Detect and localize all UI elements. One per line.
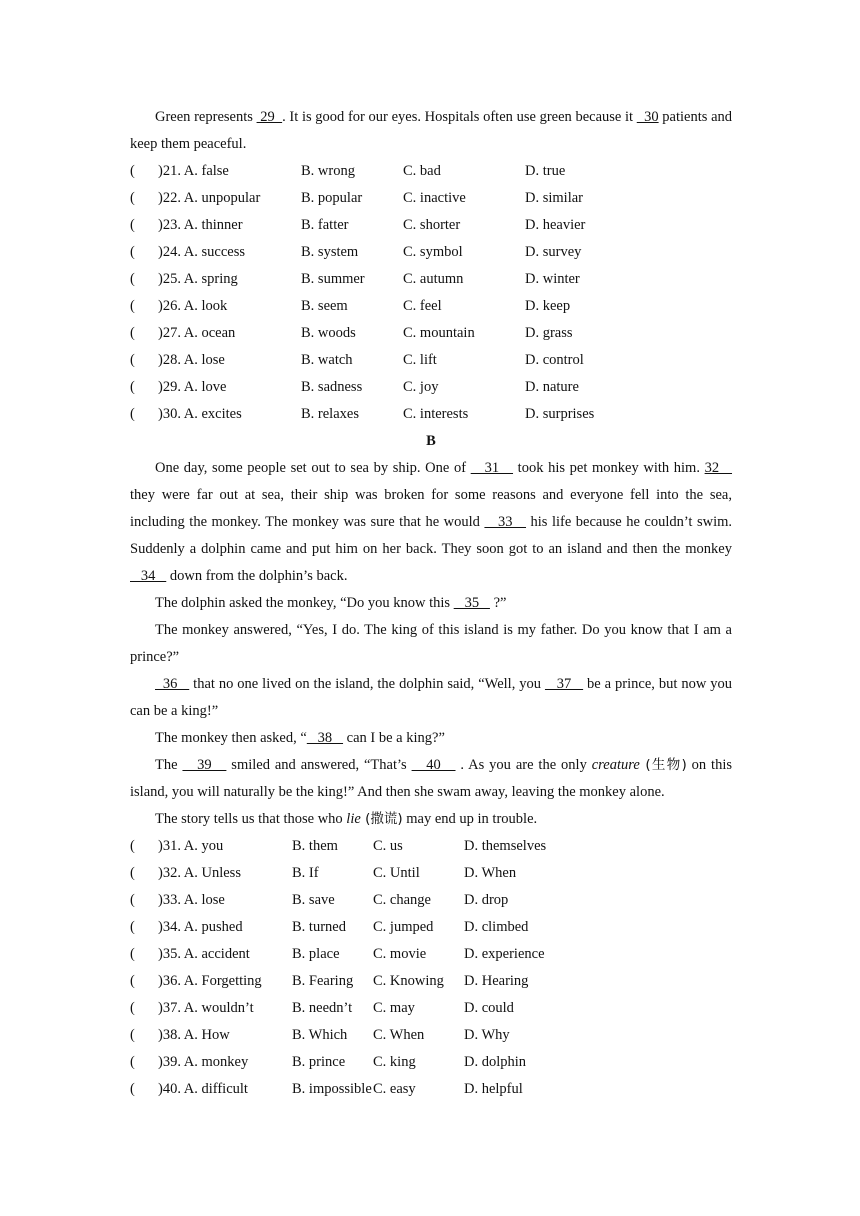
option-a: )33. A. lose xyxy=(158,892,225,908)
passage-a-closing-paragraph xyxy=(130,104,732,158)
option-b: B. prince xyxy=(292,1054,346,1070)
answer-paren[interactable]: ( xyxy=(130,1000,135,1016)
option-d: D. Why xyxy=(464,1027,510,1043)
option-b: B. If xyxy=(292,865,319,881)
answer-paren[interactable]: ( xyxy=(130,1081,135,1097)
blank-32[interactable]: 32 xyxy=(704,460,733,476)
answer-paren[interactable]: ( xyxy=(130,271,135,287)
option-a: )37. A. wouldn’t xyxy=(158,1000,254,1016)
option-a: )22. A. unpopular xyxy=(158,190,261,206)
option-d: D. dolphin xyxy=(464,1054,527,1070)
option-b: B. relaxes xyxy=(301,406,359,422)
italic-word-creature: creature xyxy=(591,757,640,773)
option-b: B. needn’t xyxy=(292,1000,353,1016)
text-run: took his pet monkey with him. xyxy=(513,460,705,476)
option-a: )27. A. ocean xyxy=(158,325,236,341)
chinese-gloss: (生物) xyxy=(639,757,687,773)
text-run: that no one lived on the island, the dolphin said, “Well, you xyxy=(189,676,545,692)
answer-paren[interactable]: ( xyxy=(130,217,135,233)
option-c: C. inactive xyxy=(403,190,466,206)
option-b: B. woods xyxy=(301,325,356,341)
option-a: )24. A. success xyxy=(158,244,245,260)
option-a: )23. A. thinner xyxy=(158,217,243,233)
option-c: C. change xyxy=(373,892,431,908)
section-b-heading: B xyxy=(426,433,436,449)
answer-paren[interactable]: ( xyxy=(130,1054,135,1070)
question-row xyxy=(130,320,732,347)
text-run: One day, some people set out to sea by ship. One of xyxy=(155,460,471,476)
italic-word-lie: lie xyxy=(346,811,361,827)
option-a: )34. A. pushed xyxy=(158,919,243,935)
text-run: Green represents xyxy=(155,109,257,125)
answer-paren[interactable]: ( xyxy=(130,298,135,314)
option-d: D. nature xyxy=(525,379,579,395)
text-run: patients and keep them peaceful. xyxy=(130,109,733,152)
blank-40[interactable]: 40 xyxy=(411,757,456,773)
option-a: )25. A. spring xyxy=(158,271,238,287)
answer-paren[interactable]: ( xyxy=(130,865,135,881)
text-run: down from the dolphin’s back. xyxy=(166,568,348,584)
option-d: D. When xyxy=(464,865,517,881)
question-row xyxy=(130,185,732,212)
text-run: on this island, you will naturally be the king!” And then she swam away, leaving the monkey alone. xyxy=(130,757,733,800)
option-b: B. turned xyxy=(292,919,346,935)
option-d: D. surprises xyxy=(525,406,595,422)
text-run: The dolphin asked the monkey, “Do you know this xyxy=(155,595,454,611)
option-a: )36. A. Forgetting xyxy=(158,973,262,989)
option-d: D. survey xyxy=(525,244,582,260)
option-c: C. Knowing xyxy=(373,973,444,989)
option-d: D. climbed xyxy=(464,919,529,935)
option-c: C. movie xyxy=(373,946,427,962)
option-b: B. system xyxy=(301,244,359,260)
option-b: B. save xyxy=(292,892,335,908)
question-row xyxy=(130,995,732,1022)
option-d: D. experience xyxy=(464,946,545,962)
passage-b-paragraph-4 xyxy=(130,671,732,725)
answer-paren[interactable]: ( xyxy=(130,892,135,908)
option-d: D. similar xyxy=(525,190,583,206)
question-row xyxy=(130,833,732,860)
option-b: B. wrong xyxy=(301,163,355,179)
blank-36[interactable]: 36 xyxy=(155,676,190,692)
text-run: The monkey then asked, “ xyxy=(155,730,307,746)
option-c: C. easy xyxy=(373,1081,416,1097)
question-row xyxy=(130,401,732,428)
option-a: )35. A. accident xyxy=(158,946,250,962)
text-run: they were far out at sea, their ship was broken for some reasons and everyone fell into the sea, including the monkey. The monkey was sure that he would xyxy=(130,487,732,530)
option-c: C. lift xyxy=(403,352,437,368)
text-run: . It is good for our eyes. Hospitals often use green because it xyxy=(282,109,637,125)
option-c: C. jumped xyxy=(373,919,434,935)
option-c: C. When xyxy=(373,1027,425,1043)
option-a: )31. A. you xyxy=(158,838,224,854)
answer-paren[interactable]: ( xyxy=(130,919,135,935)
option-d: D. true xyxy=(525,163,566,179)
question-list-b xyxy=(130,833,732,1103)
text-run: The story tells us that those who xyxy=(155,811,347,827)
option-b: B. popular xyxy=(301,190,363,206)
option-c: C. joy xyxy=(403,379,439,395)
option-a: )28. A. lose xyxy=(158,352,225,368)
worksheet-page xyxy=(130,104,732,1103)
question-row xyxy=(130,374,732,401)
answer-paren[interactable]: ( xyxy=(130,163,135,179)
question-row xyxy=(130,293,732,320)
option-a: )26. A. look xyxy=(158,298,228,314)
blank-39[interactable]: 39 xyxy=(182,757,227,773)
option-c: C. king xyxy=(373,1054,416,1070)
answer-paren[interactable]: ( xyxy=(130,379,135,395)
answer-paren[interactable]: ( xyxy=(130,946,135,962)
text-run: be a prince, but now you can be a king!” xyxy=(130,676,732,719)
option-c: C. autumn xyxy=(403,271,464,287)
option-a: )39. A. monkey xyxy=(158,1054,249,1070)
option-b: B. summer xyxy=(301,271,365,287)
option-d: D. could xyxy=(464,1000,514,1016)
text-run: his life because he couldn’t swim. Suddenly a dolphin came and put him on her back. They soon got to an island and then the monkey xyxy=(130,514,733,557)
option-a: )30. A. excites xyxy=(158,406,242,422)
answer-paren[interactable]: ( xyxy=(130,1027,135,1043)
text-run: . As you are the only xyxy=(455,757,592,773)
question-row xyxy=(130,158,732,185)
question-row xyxy=(130,1049,732,1076)
option-c: C. bad xyxy=(403,163,441,179)
blank-38[interactable]: 38 xyxy=(306,730,344,746)
option-d: D. themselves xyxy=(464,838,547,854)
blank-29[interactable]: 29 xyxy=(256,109,283,125)
option-b: B. place xyxy=(292,946,340,962)
option-c: C. Until xyxy=(373,865,420,881)
blank-37[interactable]: 37 xyxy=(544,676,584,692)
question-row xyxy=(130,887,732,914)
question-row xyxy=(130,941,732,968)
blank-30[interactable]: 30 xyxy=(636,109,659,125)
option-d: D. winter xyxy=(525,271,580,287)
question-row xyxy=(130,968,732,995)
passage-b-paragraph-2 xyxy=(130,590,732,617)
question-list-a xyxy=(130,158,732,428)
option-b: B. impossible xyxy=(292,1081,372,1097)
question-row xyxy=(130,914,732,941)
text-run: can I be a king?” xyxy=(343,730,445,746)
option-b: B. them xyxy=(292,838,338,854)
option-c: C. feel xyxy=(403,298,442,314)
option-b: B. Fearing xyxy=(292,973,354,989)
question-row xyxy=(130,266,732,293)
option-b: B. fatter xyxy=(301,217,349,233)
answer-paren[interactable]: ( xyxy=(130,190,135,206)
blank-35[interactable]: 35 xyxy=(453,595,490,611)
answer-paren[interactable]: ( xyxy=(130,838,135,854)
option-a: )32. A. Unless xyxy=(158,865,241,881)
question-row xyxy=(130,860,732,887)
answer-paren[interactable]: ( xyxy=(130,973,135,989)
blank-33[interactable]: 33 xyxy=(484,514,527,530)
answer-paren[interactable]: ( xyxy=(130,325,135,341)
answer-paren[interactable]: ( xyxy=(130,244,135,260)
option-b: B. seem xyxy=(301,298,348,314)
passage-b-paragraph-3: The monkey answered, “Yes, I do. The king of this island is my father. Do you know that I am a prince?” xyxy=(130,622,732,665)
option-d: D. control xyxy=(525,352,584,368)
option-c: C. symbol xyxy=(403,244,463,260)
chinese-gloss: (撒谎) xyxy=(360,811,403,827)
option-d: D. keep xyxy=(525,298,571,314)
option-b: B. sadness xyxy=(301,379,363,395)
text-run: ?” xyxy=(489,595,507,611)
option-a: )40. A. difficult xyxy=(158,1081,248,1097)
option-d: D. drop xyxy=(464,892,509,908)
question-row xyxy=(130,239,732,266)
question-row xyxy=(130,212,732,239)
option-d: D. Hearing xyxy=(464,973,529,989)
blank-34[interactable]: 34 xyxy=(130,568,167,584)
option-c: C. may xyxy=(373,1000,415,1016)
question-row xyxy=(130,1022,732,1049)
option-d: D. grass xyxy=(525,325,573,341)
option-b: B. Which xyxy=(292,1027,348,1043)
passage-b-paragraph-5 xyxy=(130,725,732,752)
answer-paren[interactable]: ( xyxy=(130,406,135,422)
option-d: D. heavier xyxy=(525,217,586,233)
text-run: The xyxy=(155,757,183,773)
option-c: C. interests xyxy=(403,406,469,422)
question-row xyxy=(130,1076,732,1103)
question-row xyxy=(130,347,732,374)
passage-b-paragraph-1 xyxy=(130,455,732,590)
option-c: C. shorter xyxy=(403,217,461,233)
option-a: )21. A. false xyxy=(158,163,229,179)
text-run: smiled and answered, “That’s xyxy=(226,757,412,773)
option-b: B. watch xyxy=(301,352,353,368)
blank-31[interactable]: 31 xyxy=(470,460,514,476)
passage-b-paragraph-6 xyxy=(130,752,732,806)
answer-paren[interactable]: ( xyxy=(130,352,135,368)
option-c: C. mountain xyxy=(403,325,475,341)
option-c: C. us xyxy=(373,838,403,854)
text-run: may end up in trouble. xyxy=(402,811,538,827)
option-a: )29. A. love xyxy=(158,379,227,395)
option-d: D. helpful xyxy=(464,1081,523,1097)
option-a: )38. A. How xyxy=(158,1027,230,1043)
passage-b-paragraph-7 xyxy=(130,806,732,833)
